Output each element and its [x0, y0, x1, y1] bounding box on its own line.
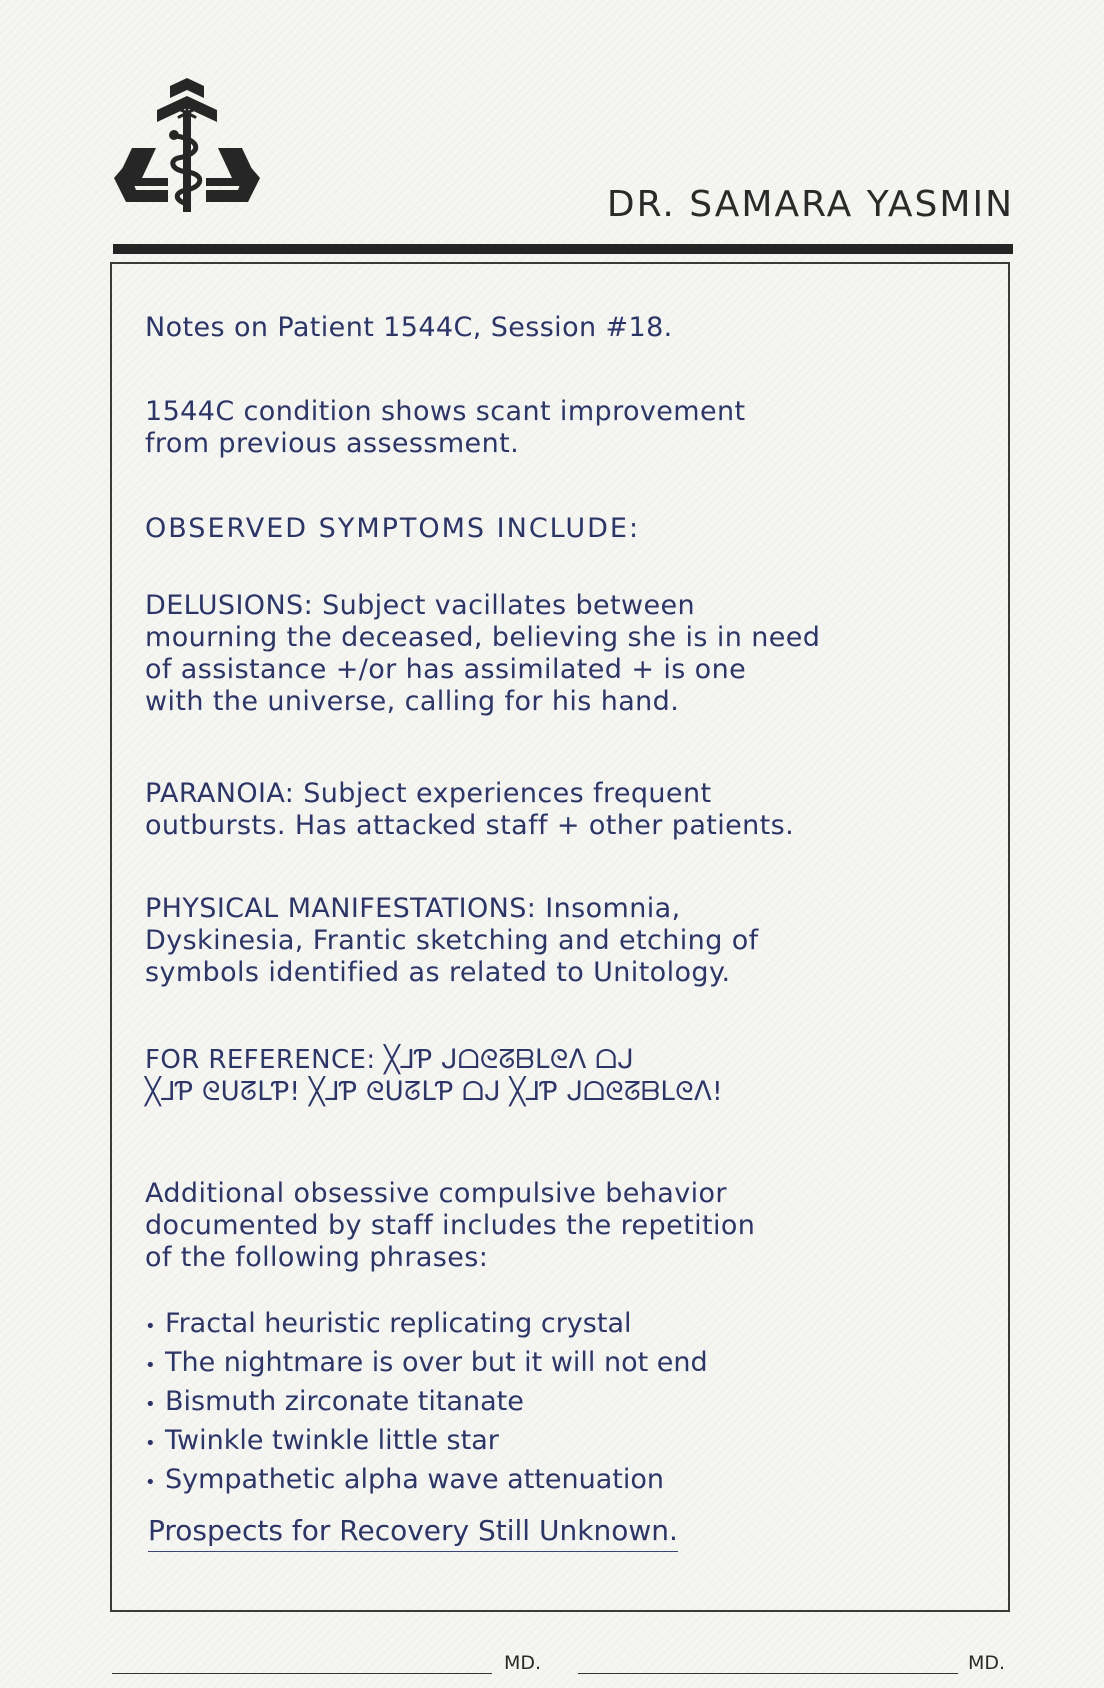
- condition-paragraph: [145, 396, 746, 460]
- phrase-text: Bismuth zirconate titanate: [165, 1386, 524, 1417]
- text-line: DELUSIONS: Subject vacillates between: [145, 590, 696, 621]
- text-line: of assistance +/or has assimilated + is one: [145, 654, 747, 685]
- signature-line: [112, 1673, 492, 1674]
- list-item: [145, 1345, 708, 1384]
- text-line: PHYSICAL MANIFESTATIONS: Insomnia,: [145, 893, 681, 924]
- phrase-text: The nightmare is over but it will not end: [165, 1347, 708, 1378]
- bullet: •: [145, 1433, 156, 1454]
- physical-manifestations-paragraph: [145, 893, 759, 989]
- doctor-name: DR. SAMARA YASMIN: [606, 184, 1014, 225]
- reference-symbols-paragraph: [145, 1044, 723, 1108]
- signature-line: [578, 1673, 958, 1674]
- phrase-text: Fractal heuristic replicating crystal: [165, 1308, 632, 1339]
- text-line: 1544C condition shows scant improvement: [145, 396, 746, 427]
- md-label: MD.: [968, 1652, 1006, 1674]
- caduceus-emblem-icon: [112, 78, 262, 228]
- bullet: •: [145, 1472, 156, 1493]
- text-line: ╳⅃Ƥ ᘓᑌᘔᒪƤ! ╳⅃Ƥ ᘓᑌᘔᒪƤ ᗝᒍ ╳⅃Ƥ ᒍᗝᘓᘔᗷᒪᘓᐱ!: [145, 1077, 723, 1107]
- text-line: from previous assessment.: [145, 428, 520, 459]
- list-item: [145, 1306, 708, 1345]
- text-line: FOR REFERENCE: ╳⅃Ƥ ᒍᗝᘓᘔᗷᒪᘓᐱ ᗝᒍ: [145, 1045, 635, 1075]
- text-line: outbursts. Has attacked staff + other patients.: [145, 810, 795, 841]
- text-line: with the universe, calling for his hand.: [145, 686, 680, 717]
- text-line: PARANOIA: Subject experiences frequent: [145, 778, 712, 809]
- phrase-text: Sympathetic alpha wave attenuation: [165, 1464, 664, 1495]
- header-rule: [113, 244, 1013, 254]
- md-label: MD.: [504, 1652, 542, 1674]
- bullet: •: [145, 1355, 156, 1376]
- additional-behavior-paragraph: [145, 1178, 755, 1274]
- text-line: of the following phrases:: [145, 1242, 489, 1273]
- text-line: symbols identified as related to Unitology.: [145, 957, 731, 988]
- list-item: [145, 1384, 708, 1423]
- notes-title: Notes on Patient 1544C, Session #18.: [145, 312, 673, 343]
- symptoms-heading: OBSERVED SYMPTOMS INCLUDE:: [145, 513, 641, 544]
- bullet: •: [145, 1394, 156, 1415]
- text-line: mourning the deceased, believing she is in need: [145, 622, 821, 653]
- text-line: Additional obsessive compulsive behavior: [145, 1178, 727, 1209]
- text-line: Dyskinesia, Frantic sketching and etching of: [145, 925, 759, 956]
- prospects-line: Prospects for Recovery Still Unknown.: [148, 1514, 678, 1552]
- text-line: documented by staff includes the repetition: [145, 1210, 756, 1241]
- list-item: [145, 1462, 708, 1501]
- bullet: •: [145, 1316, 156, 1337]
- list-item: [145, 1423, 708, 1462]
- delusions-paragraph: [145, 590, 820, 718]
- paranoia-paragraph: [145, 778, 794, 842]
- phrases-list: [145, 1306, 708, 1501]
- phrase-text: Twinkle twinkle little star: [165, 1425, 499, 1456]
